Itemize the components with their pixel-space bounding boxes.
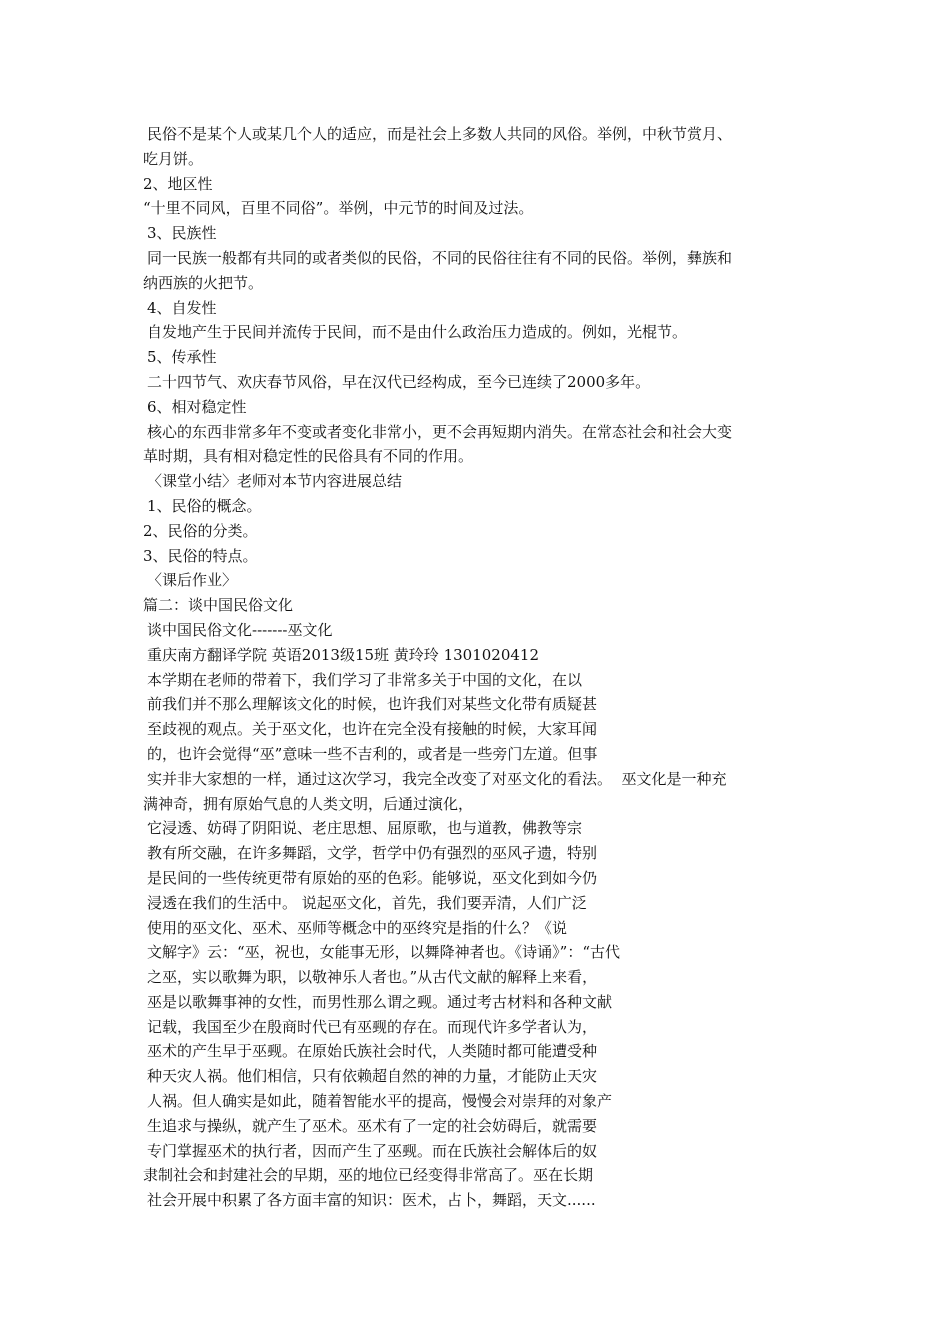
text-line: 巫是以歌舞事神的女性，而男性那么谓之觋。通过考古材料和各种文献 <box>147 992 613 1011</box>
text-line: 之巫，实以歌舞为职，以敬神乐人者也。”从古代文献的解释上来看， <box>147 968 598 987</box>
text-line: 社会开展中积累了各方面丰富的知识：医术，占卜，舞蹈，天文...... <box>147 1191 596 1210</box>
text-line: 巫术的产生早于巫觋。在原始氏族社会时代，人类随时都可能遭受种 <box>147 1042 598 1061</box>
text-line: 是民间的一些传统更带有原始的巫的色彩。能够说，巫文化到如今仍 <box>147 868 598 887</box>
text-line: 〈课堂小结〉老师对本节内容进展总结 <box>147 472 403 491</box>
text-line: 满神奇，拥有原始气息的人类文明，后通过演化， <box>143 794 474 813</box>
text-line: 革时期，具有相对稳定性的民俗具有不同的作用。 <box>143 447 474 466</box>
text-line: 记载，我国至少在殷商时代已有巫觋的存在。而现代许多学者认为， <box>147 1017 598 1036</box>
text-line: 实并非大家想的一样，通过这次学习，我完全改变了对巫文化的看法。 巫文化是一种充 <box>147 769 727 788</box>
text-line: 它浸透、妨碍了阴阳说、老庄思想、屈原歌，也与道教，佛教等宗 <box>147 819 583 838</box>
text-line: 5、传承性 <box>147 348 217 367</box>
text-line: 核心的东西非常多年不变或者变化非常小，更不会再短期内消失。在常态社会和社会大变 <box>147 422 733 441</box>
text-line: 使用的巫文化、巫术、巫师等概念中的巫终究是指的什么？《说 <box>147 918 568 937</box>
text-line: 浸透在我们的生活中。 说起巫文化，首先，我们要弄清，人们广泛 <box>147 893 587 912</box>
text-line: 生追求与操纵，就产生了巫术。巫术有了一定的社会妨碍后，就需要 <box>147 1116 598 1135</box>
text-line: 至歧视的观点。关于巫文化，也许在完全没有接触的时候，大家耳闻 <box>147 720 598 739</box>
text-line: “十里不同风，百里不同俗”。举例，中元节的时间及过法。 <box>143 199 534 218</box>
text-line: 吃月饼。 <box>143 149 204 168</box>
text-line: 纳西族的火把节。 <box>143 273 264 292</box>
text-line: 种天灾人祸。他们相信，只有依赖超自然的神的力量，才能防止天灾 <box>147 1067 598 1086</box>
text-line: 专门掌握巫术的执行者，因而产生了巫觋。而在氏族社会解体后的奴 <box>147 1141 598 1160</box>
text-line: 3、民族性 <box>147 224 217 243</box>
text-line: 2、地区性 <box>143 174 213 193</box>
text-line: 隶制社会和封建社会的早期，巫的地位已经变得非常高了。巫在长期 <box>143 1166 594 1185</box>
text-line: 重庆南方翻译学院 英语2013级15班 黄玲玲 1301020412 <box>147 645 540 664</box>
text-line: 文解字》云：“巫，祝也，女能事无形，以舞降神者也。《诗诵》”：“古代 <box>147 943 621 962</box>
text-line: 民俗不是某个人或某几个人的适应，而是社会上多数人共同的风俗。举例，中秋节赏月、 <box>147 125 733 143</box>
text-line: 3、民俗的特点。 <box>143 546 258 565</box>
text-line: 前我们并不那么理解该文化的时候，也许我们对某些文化带有质疑甚 <box>147 695 598 714</box>
text-line: 人祸。但人确实是如此，随着智能水平的提高，慢慢会对崇拜的对象产 <box>147 1092 613 1111</box>
text-line: 1、民俗的概念。 <box>147 496 262 515</box>
text-line: 2、民俗的分类。 <box>143 521 258 540</box>
text-line: 本学期在老师的带着下，我们学习了非常多关于中国的文化，在以 <box>147 670 583 689</box>
text-line: 同一民族一般都有共同的或者类似的民俗，不同的民俗往往有不同的民俗。举例，彝族和 <box>147 248 733 267</box>
text-line: 教有所交融，在许多舞蹈，文学，哲学中仍有强烈的巫风孑遗，特别 <box>147 844 598 863</box>
text-line: 二十四节气、欢庆春节风俗，早在汉代已经构成，至今已连续了2000多年。 <box>147 372 651 391</box>
text-line: 的，也许会觉得“巫”意味一些不吉利的，或者是一些旁门左道。但事 <box>147 744 598 763</box>
document-body <box>0 122 950 1213</box>
text-line: 自发地产生于民间并流传于民间，而不是由什么政治压力造成的。例如，光棍节。 <box>147 323 688 342</box>
text-line: 谈中国民俗文化-------巫文化 <box>147 620 333 639</box>
text-line: 4、自发性 <box>147 298 217 317</box>
text-line: 篇二：谈中国民俗文化 <box>143 596 294 615</box>
text-line: 6、相对稳定性 <box>147 397 247 416</box>
text-line: 〈课后作业〉 <box>147 571 238 590</box>
